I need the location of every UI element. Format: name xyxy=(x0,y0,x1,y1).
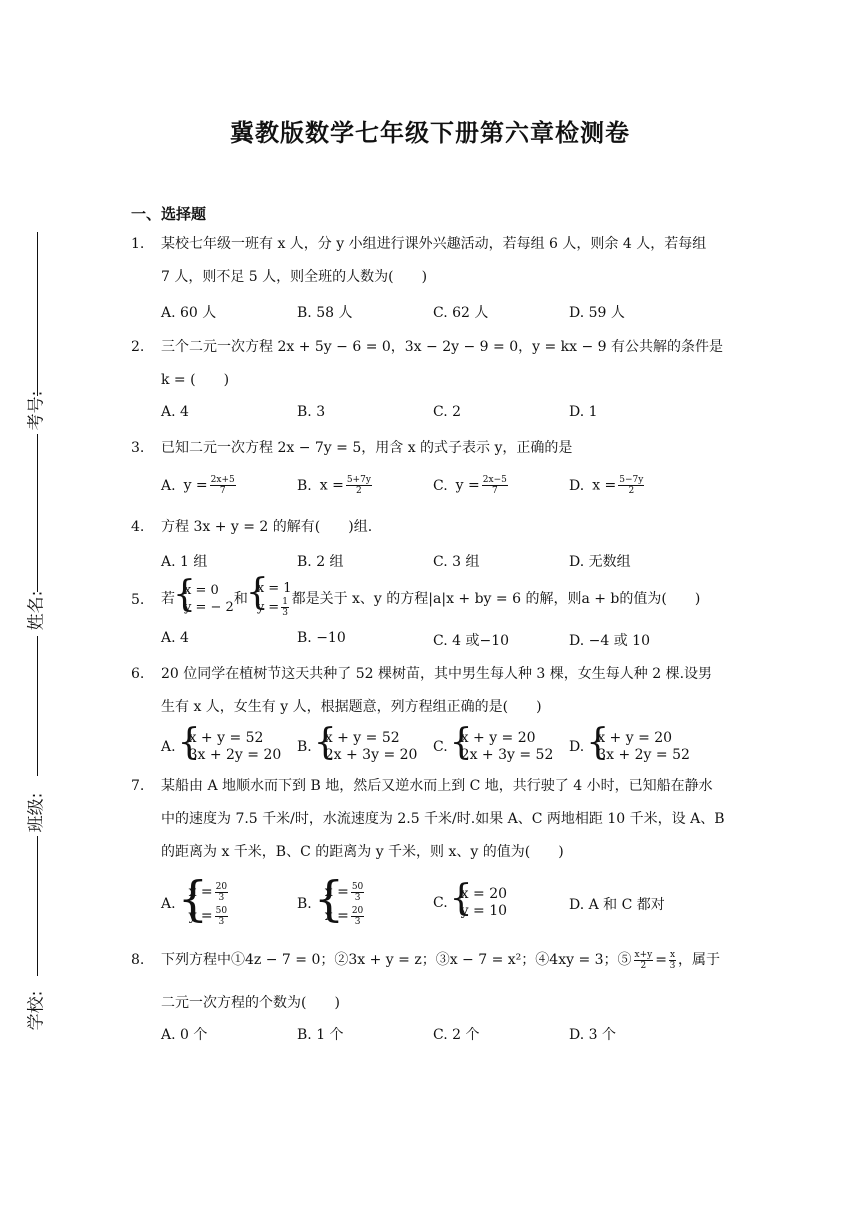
option-d[interactable]: D. 无数组 xyxy=(569,554,631,570)
option-b[interactable]: B. −10 xyxy=(297,630,346,646)
question-8: 8. 下列方程中①4z − 7 = 0；②3x + y = z；③x − 7 = x²；④4xy = 3；⑤ $\frac{x+y}{2}$ = $\frac{x}{3}$ ，属于 二元一次方程的个数为( ) xyxy=(131,949,721,1011)
question-3-options xyxy=(161,475,721,505)
option-b[interactable]: B. 2 组 xyxy=(297,554,344,570)
option-c[interactable]: C. 2 xyxy=(433,404,462,420)
question-8-options xyxy=(161,1024,721,1054)
page-title: 冀教版数学七年级下册第六章检测卷 xyxy=(230,119,630,147)
option-a[interactable]: A. 0 个 xyxy=(161,1027,208,1043)
option-d[interactable]: D. 1 xyxy=(569,404,598,420)
option-d[interactable]: D. 59 人 xyxy=(569,305,625,321)
section-heading: 一、选择题 xyxy=(131,205,207,223)
option-a[interactable]: A. 4 xyxy=(161,630,189,646)
option-c[interactable]: C. y = $\frac{2x-5}{7}$ xyxy=(433,475,507,496)
option-b[interactable]: B. 3 xyxy=(297,404,326,420)
question-7: 7. 某船由 A 地顺水而下到 B 地，然后又逆水而上到 C 地，共行驶了 4 小时，已知船在静水 中的速度为 7.5 千米/时，水流速度为 2.5 千米/时.如果 A、C 两地相距 10 千米，设 A、B 的距离为 x 千米，B、C 的距离为 y 千米，则 x、y 的值为( ) xyxy=(131,778,725,860)
option-d[interactable]: D. 3 个 xyxy=(569,1027,616,1043)
option-b[interactable]: B. { x = $\frac{50}{3}$ x = $\frac{20}{3}$ xyxy=(297,880,366,928)
question-1: 1. 某校七年级一班有 x 人，分 y 小组进行课外兴趣活动，若每组 6 人，则余 4 人，若每组 7 人，则不足 5 人，则全班的人数为( ) xyxy=(131,236,707,285)
label-exam-number: 考号: xyxy=(26,390,47,431)
option-a[interactable]: A. 1 组 xyxy=(161,554,208,570)
option-c[interactable]: C. 4 或−10 xyxy=(433,633,510,649)
option-d[interactable]: D. A 和 C 都对 xyxy=(569,897,665,913)
option-a[interactable]: A. { x + y = 52 3x + 2y = 20 xyxy=(161,730,281,764)
option-b[interactable]: B. 58 人 xyxy=(297,305,353,321)
option-a[interactable]: A. 60 人 xyxy=(161,305,217,321)
question-1-options xyxy=(161,302,721,332)
margin-line xyxy=(37,434,38,592)
option-d[interactable]: D. { x + y = 20 3x + 2y = 52 xyxy=(569,730,690,764)
question-5-options xyxy=(161,630,721,660)
question-6: 6. 20 位同学在植树节这天共种了 52 棵树苗，其中男生每人种 3 棵，女生每人种 2 棵.设男 生有 x 人，女生有 y 人，根据题意，列方程组正确的是( ) xyxy=(131,666,713,715)
question-5: 5. 若 { x = 0 y = − 2 和 { x = 1 y = $\frac{1}{3}$ 都是关于 x、y 的方程|a|x + by = 6 的解，则a + b的值为( ) xyxy=(131,580,751,624)
question-4: 4. 方程 3x + y = 2 的解有( )组. xyxy=(131,519,373,535)
option-d[interactable]: D. −4 或 10 xyxy=(569,633,650,649)
option-a[interactable]: A. 4 xyxy=(161,404,189,420)
option-a[interactable]: A. y = $\frac{2x+5}{7}$ xyxy=(161,475,235,496)
option-b[interactable]: B. { x + y = 52 2x + 3y = 20 xyxy=(297,730,417,764)
option-b[interactable]: B. 1 个 xyxy=(297,1027,344,1043)
question-7-options xyxy=(161,876,721,932)
option-d[interactable]: D. x = $\frac{5-7y}{2}$ xyxy=(569,475,644,496)
label-school: 学校: xyxy=(26,990,47,1031)
option-c[interactable]: C. 62 人 xyxy=(433,305,489,321)
question-2: 2. 三个二元一次方程 2x + 5y − 6 = 0，3x − 2y − 9 = 0，y = kx − 9 有公共解的条件是 k = ( ) xyxy=(131,339,724,388)
label-name: 姓名: xyxy=(26,590,47,631)
label-class: 班级: xyxy=(26,792,47,833)
margin-line xyxy=(37,232,38,396)
question-2-options xyxy=(161,404,721,434)
option-a[interactable]: A. { x = $\frac{20}{3}$ y = $\frac{50}{3}$ xyxy=(161,880,230,928)
question-3: 3. 已知二元一次方程 2x − 7y = 5，用含 x 的式子表示 y，正确的是 xyxy=(131,440,573,456)
margin-line xyxy=(37,836,38,976)
margin-line xyxy=(37,636,38,776)
question-6-options xyxy=(161,730,721,766)
option-c[interactable]: C. { x + y = 20 2x + 3y = 52 xyxy=(433,730,553,764)
option-b[interactable]: B. x = $\frac{5+7y}{2}$ xyxy=(297,475,371,496)
option-c[interactable]: C. { x = 20 y = 10 xyxy=(433,886,507,920)
option-c[interactable]: C. 2 个 xyxy=(433,1027,480,1043)
option-c[interactable]: C. 3 组 xyxy=(433,554,480,570)
